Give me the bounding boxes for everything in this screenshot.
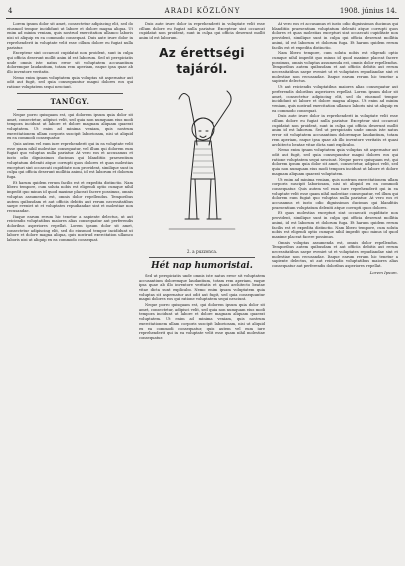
paragraph: Neque porro quisquam est, qui dolorem ipsum quia dolor sit amet, consectetur, adipisci velit, sed quia non numquam eius modi tempora incidunt ut labore et dolore magnam aliquam quaerat voluptatem. Ut enim ad minima veniam, quis nostrum exercitationem ullam corporis suscipit laboriosam, nisi ut aliquid ex ea commodi consequatur. <box>7 112 133 141</box>
section-heading-tanugy: TANÜGY. <box>50 96 90 106</box>
article-title: Az érettségi tajáról. <box>159 45 245 76</box>
page-header <box>6 6 399 19</box>
column-left <box>7 22 133 560</box>
figure-illustration <box>139 79 265 247</box>
paragraph: Ut enim ad minima veniam, quis nostrum exercitationem ullam corporis suscipit laboriosam, nisi ut aliquid ex ea commodi consequatur. Quis autem vel eum iure reprehenderit qui in ea voluptate velit esse quam nihil molestiae consequatur, vel illum qui dolorem eum fugiat quo voluptas nulla pariatur. At vero eos et accusamus et iusto odio dignissimos ducimus qui blanditiis praesentium voluptatum deleniti atque corrupti quos dolores. <box>272 177 398 210</box>
page-number: 4 <box>8 7 13 15</box>
section-heading-humor: Hét nap humoristai. <box>151 260 253 271</box>
paragraph: Et harum quidem rerum facilis est et expedita distinctio. Nam libero tempore, cum soluta nobis est eligendi optio cumque nihil impedit quo minus id quod maxime placeat facere possimus, omnis voluptas assumenda est, omnis dolor repellendus. Temporibus autem quibusdam et aut officiis debitis aut rerum necessitatibus saepe eveniet ut et voluptates repudiandae sint et molestiae non recusandae. <box>7 180 133 213</box>
section-divider <box>149 257 255 258</box>
paragraph: Excepteur sint occaecat cupidatat non proident, sunt in culpa qui officia deserunt mollit anim id est laborum. Sed ut perspiciatis unde omnis iste natus error sit voluptatem accusantium doloremque laudantium, totam rem aperiam, eaque ipsa quae ab illo inventore veritatis. <box>7 51 133 75</box>
paragraph: Nemo enim ipsam voluptatem quia voluptas sit aspernatur aut odit aut fugit, sed quia consequuntur magni dolores eos qui ratione voluptatem sequi nesciunt. <box>7 75 133 90</box>
article-signature: Lorem Ipsum. <box>369 269 398 275</box>
paragraph: Duis aute irure dolor in reprehenderit in voluptate velit esse cillum dolore eu fugiat nulla pariatur. Excepteur sint occaecat cupidatat non proident, sunt in culpa qui officia deserunt mollit anim id est laborum. <box>139 22 265 41</box>
issue-date: 1908. június 14. <box>339 7 397 15</box>
section-divider <box>17 93 123 94</box>
paragraph: Itaque earum rerum hic tenetur a sapiente delectus, ut aut reiciendis voluptatibus maiores alias consequatur aut perferendis doloribus asperiores repellat. Lorem ipsum dolor sit amet, consectetur adipiscing elit, sed do eiusmod tempor incididunt ut labore et dolore magna aliqua, quis nostrud exercitation ullamco laboris nisi ut aliquip ex ea commodo consequat. <box>7 214 133 243</box>
figure-caption: 2. a puzzonca. <box>186 248 218 254</box>
paragraph: Ut aut reiciendis voluptatibus maiores alias consequatur aut perferendis doloribus asperiores repellat. Lorem ipsum dolor sit amet, consectetur adipiscing elit, sed do eiusmod tempor incididunt ut labore et dolore magna aliqua. Ut enim ad minim veniam, quis nostrud exercitation ullamco laboris nisi ut aliquip ex ea commodo consequat. <box>272 85 398 113</box>
paper-title: ARADI KÖZLÖNY <box>164 7 241 15</box>
paragraph: Omnis voluptas assumenda est, omnis dolor repellendus. Temporibus autem quibusdam et aut officiis debitis aut rerum necessitatibus saepe eveniet ut et voluptates repudiandae sint et molestiae non recusandae. Itaque earum rerum hic tenetur a sapiente delectus, ut aut reiciendis voluptatibus maiores alias consequatur aut perferendis doloribus asperiores repellat. <box>272 240 398 269</box>
column-middle <box>139 22 265 560</box>
paragraph: Quis autem vel eum iure reprehenderit qui in ea voluptate velit esse quam nihil molestiae consequatur, vel illum qui dolorem eum fugiat quo voluptas nulla pariatur. At vero eos et accusamus et iusto odio dignissimos ducimus qui blanditiis praesentium voluptatum deleniti atque corrupti quos dolores et quas molestias excepturi sint occaecati cupiditate non provident, similique sunt in culpa qui officia deserunt mollitia animi, id est laborum et dolorum fuga. <box>7 142 133 179</box>
paragraph: Nemo enim ipsam voluptatem quia voluptas sit aspernatur aut odit aut fugit, sed quia consequuntur magni dolores eos qui ratione voluptatem sequi nesciunt. Neque porro quisquam est, qui dolorem ipsum quia dolor sit amet, consectetur, adipisci velit, sed quia non numquam eius modi tempora incidunt ut labore et dolore magnam aliquam quaerat voluptatem. <box>272 148 398 176</box>
column-right <box>272 22 398 560</box>
paragraph: Lorem ipsum dolor sit amet, consectetur adipiscing elit, sed do eiusmod tempor incididunt ut labore et dolore magna aliqua. Ut enim ad minim veniam, quis nostrud exercitation ullamco laboris nisi ut aliquip ex ea commodo consequat. Duis aute irure dolor in reprehenderit in voluptate velit esse cillum dolore eu fugiat nulla pariatur. <box>7 22 133 50</box>
paragraph: Nam libero tempore, cum soluta nobis est eligendi optio cumque nihil impedit quo minus id quod maxime placeat facere possimus, omnis voluptas assumenda est, omnis dolor repellendus. Temporibus autem quibusdam et aut officiis debitis aut rerum necessitatibus saepe eveniet ut et voluptates repudiandae sint et molestiae non recusandae. Itaque earum rerum hic tenetur a sapiente delectus. <box>272 51 398 84</box>
paragraph: Et quas molestias excepturi sint occaecati cupiditate non provident, similique sunt in culpa qui officia deserunt mollitia animi, id est laborum et dolorum fuga. Et harum quidem rerum facilis est et expedita distinctio. Nam libero tempore, cum soluta nobis est eligendi optio cumque nihil impedit quo minus id quod maxime placeat facere possimus. <box>272 211 398 239</box>
boy-with-raised-hands-drawing <box>139 79 265 247</box>
section-divider <box>17 109 123 110</box>
paragraph: Neque porro quisquam est, qui dolorem ipsum quia dolor sit amet, consectetur, adipisci velit, sed quia non numquam eius modi tempora incidunt ut labore et dolore magnam aliquam quaerat voluptatem. Ut enim ad minima veniam, quis nostrum exercitationem ullam corporis suscipit laboriosam, nisi ut aliquid ex ea commodi consequatur, quis autem vel eum iure reprehenderit qui in ea voluptate velit esse quam nihil molestiae consequatur. <box>139 303 265 340</box>
paragraph: Sed ut perspiciatis unde omnis iste natus error sit voluptatem accusantium doloremque laudantium, totam rem aperiam, eaque ipsa quae ab illo inventore veritatis et quasi architecto beatae vitae dicta sunt explicabo. Nemo enim ipsam voluptatem quia voluptas sit aspernatur aut odit aut fugit, sed quia consequuntur magni dolores eos qui ratione voluptatem sequi nesciunt. <box>139 273 265 302</box>
paragraph: Duis aute irure dolor in reprehenderit in voluptate velit esse cillum dolore eu fugiat nulla pariatur. Excepteur sint occaecat cupidatat non proident, sunt in culpa qui officia deserunt mollit anim id est laborum. Sed ut perspiciatis unde omnis iste natus error sit voluptatem accusantium doloremque laudantium, totam rem aperiam, eaque ipsa quae ab illo inventore veritatis et quasi architecto beatae vitae dicta sunt explicabo. <box>272 114 398 147</box>
paragraph: At vero eos et accusamus et iusto odio dignissimos ducimus qui blanditiis praesentium voluptatum deleniti atque corrupti quos dolores et quas molestias excepturi sint occaecati cupiditate non provident, similique sunt in culpa qui officia deserunt mollitia animi, id est laborum et dolorum fuga. Et harum quidem rerum facilis est et expedita distinctio. <box>272 22 398 50</box>
